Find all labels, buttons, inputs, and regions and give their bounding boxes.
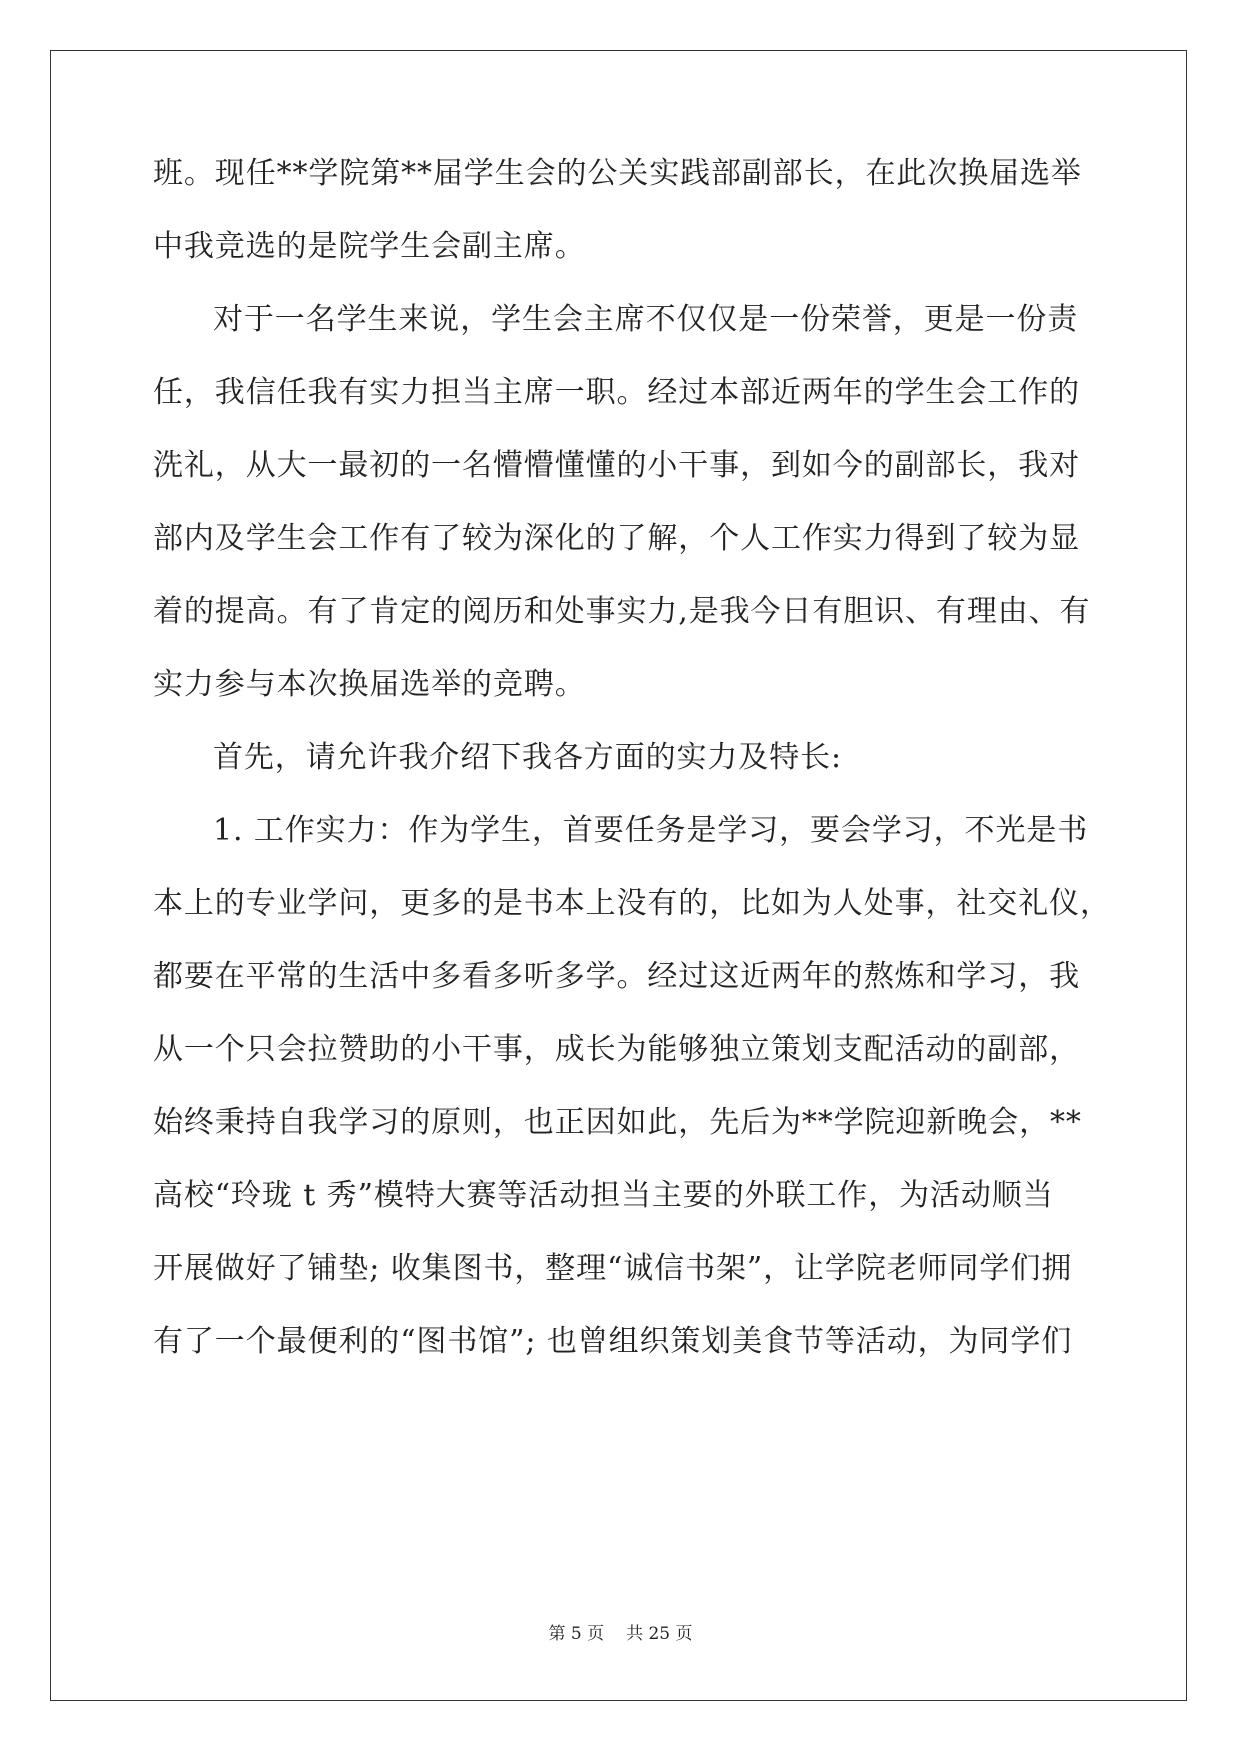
text-line: 有了一个最便利的“图书馆”; 也曾组织策划美食节等活动，为同学们 <box>153 1324 1073 1359</box>
page-border <box>50 50 1187 1701</box>
text-line: 开展做好了铺垫; 收集图书，整理“诚信书架”，让学院老师同学们拥 <box>153 1251 1073 1286</box>
page-number: 第 5 页 <box>548 1624 605 1644</box>
text-line: 实力参与本次换届选举的竞聘。 <box>153 667 586 702</box>
text-line: 部内及学生会工作有了较为深化的了解，个人工作实力得到了较为显 <box>153 521 1080 556</box>
paragraph-start-line: 对于一名学生来说，学生会主席不仅仅是一份荣誉，更是一份责 <box>213 302 1079 337</box>
text-line: 高校“玲珑 t 秀”模特大赛等活动担当主要的外联工作，为活动顺当 <box>153 1178 1054 1213</box>
text-line: 洗礼，从大一最初的一名懵懵懂懂的小干事，到如今的副部长，我对 <box>153 448 1080 483</box>
text-line: 始终秉持自我学习的原则，也正因如此，先后为**学院迎新晚会，** <box>153 1105 1082 1140</box>
paragraph-start-line: 首先，请允许我介绍下我各方面的实力及特长: <box>213 740 843 775</box>
text-line: 班。现任**学院第**届学生会的公关实践部副部长，在此次换届选举 <box>153 156 1082 191</box>
text-line: 着的提高。有了肯定的阅历和处事实力,是我今日有胆识、有理由、有 <box>153 594 1091 629</box>
paragraph-start-line: 1. 工作实力：作为学生，首要任务是学习，要会学习，不光是书 <box>213 813 1089 848</box>
text-line: 中我竞选的是院学生会副主席。 <box>153 229 586 264</box>
text-line: 都要在平常的生活中多看多听多学。经过这近两年的熬炼和学习，我 <box>153 959 1080 994</box>
text-line: 从一个只会拉赞助的小干事，成长为能够独立策划支配活动的副部， <box>153 1032 1080 1067</box>
page-footer <box>0 1623 1241 1645</box>
text-line: 任，我信任我有实力担当主席一职。经过本部近两年的学生会工作的 <box>153 375 1080 410</box>
text-line: 本上的专业学问，更多的是书本上没有的，比如为人处事，社交礼仪， <box>153 886 1111 921</box>
page-total: 共 25 页 <box>626 1624 693 1644</box>
